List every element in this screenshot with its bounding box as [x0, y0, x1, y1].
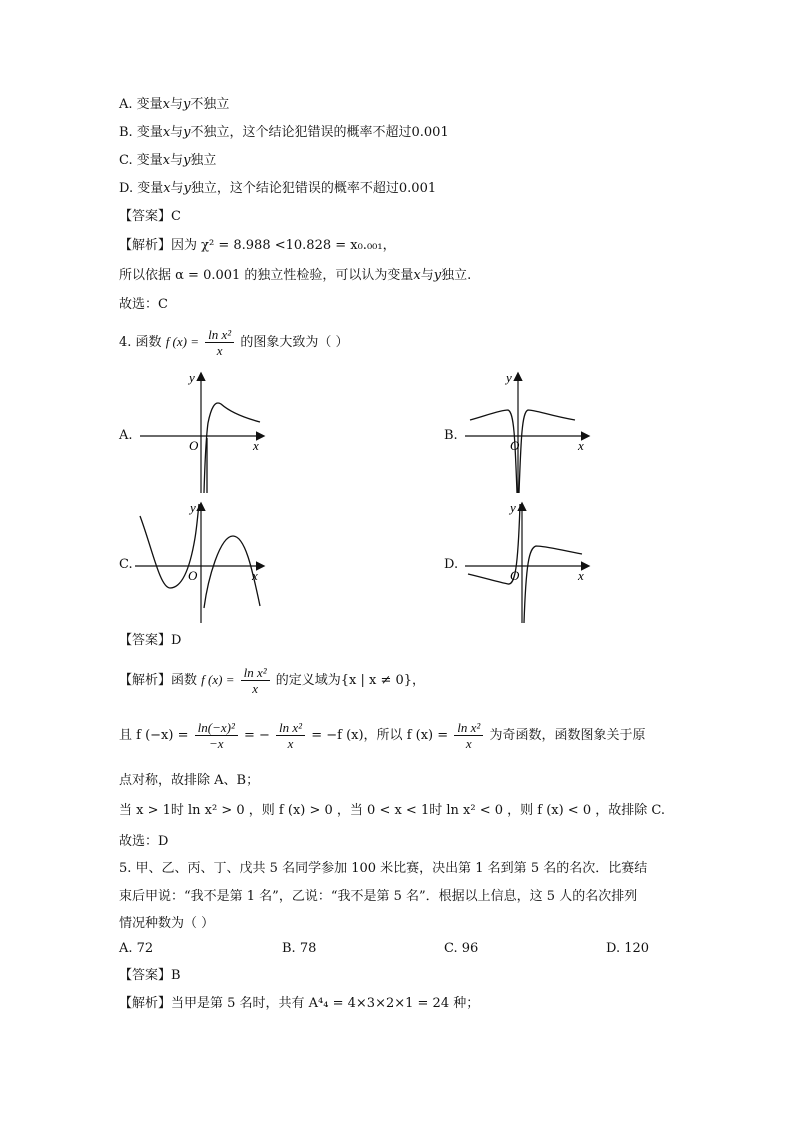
q4-frac-den: x [216, 343, 223, 358]
graph-b-origin: O [510, 438, 520, 453]
graph-d [460, 498, 595, 628]
q3-answer: 【答案】C [119, 209, 181, 224]
q3-option-c: C. 变量𝑥与𝑦独立 [119, 153, 217, 168]
q4-a1-fx: f (x) = [201, 672, 235, 687]
graph-d-label: D. [444, 557, 459, 572]
q4-a2-frac3-den: x [465, 736, 472, 751]
graph-b-x: x [578, 438, 584, 453]
q4-a2-frac3-num: ln x² [454, 720, 483, 736]
graph-c-label: C. [119, 557, 133, 572]
q4-a2-mid: = − [243, 728, 270, 743]
graph-a-label: A. [119, 428, 133, 443]
graph-b-y: y [506, 370, 512, 385]
q4-a2-fraction-3 [454, 720, 483, 751]
q5-answer: 【答案】B [119, 968, 181, 983]
q3-analysis-1: 【解析】因为 χ² = 8.988 <10.828 = x₀.₀₀₁， [119, 238, 396, 253]
q3-choose: 故选：C [119, 297, 168, 312]
graph-d-x: x [578, 568, 584, 583]
q4-a1-prefix: 【解析】函数 [119, 673, 198, 688]
q3-analysis-2: 所以依据 α = 0.001 的独立性检验，可以认为变量𝑥与𝑦独立. [119, 268, 472, 283]
q3-option-a: A. 变量𝑥与𝑦不独立 [119, 97, 230, 112]
q4-choose: 故选：D [119, 834, 169, 849]
q4-a2-frac2-den: x [287, 736, 294, 751]
q4-fraction [205, 327, 234, 358]
q4-a2-suffix: 为奇函数，函数图象关于原 [489, 728, 646, 743]
q5-choice-a: A. 72 [119, 941, 154, 956]
graph-a-x: x [253, 438, 259, 453]
graph-c [130, 498, 270, 628]
q4-analysis-1 [119, 662, 425, 699]
q4-a2-prefix: 且 f (−x) = [119, 728, 189, 743]
graph-c-origin: O [188, 568, 198, 583]
graph-d-origin: O [510, 568, 520, 583]
q5-analysis-1: 【解析】当甲是第 5 名时，共有 A⁴₄ = 4×3×2×1 = 24 种； [119, 996, 480, 1011]
q4-stem-prefix: 4. 函数 [119, 335, 162, 350]
q4-analysis-4: 当 x > 1时 ln x² > 0 ，则 f (x) > 0 ，当 0 < x < 1时 ln x² < 0 ，则 f (x) < 0 ，故排除 C. [119, 803, 665, 818]
q4-a1-fraction [241, 665, 270, 696]
q3-option-d: D. 变量𝑥与𝑦独立，这个结论犯错误的概率不超过0.001 [119, 181, 437, 196]
q4-a2-tail: = −f (x)，所以 f (x) = [311, 728, 449, 743]
q4-stem [119, 324, 348, 361]
q5-stem-2: 束后甲说：“我不是第 1 名”，乙说：“我不是第 5 名”．根据以上信息，这 5 人的名次排列 [119, 889, 638, 904]
q4-a2-frac1-den: −x [208, 736, 224, 751]
q4-a1-suffix: 的定义域为{x | x ≠ 0}， [275, 673, 426, 688]
q4-a2-fraction-2 [276, 720, 305, 751]
graph-c-y: y [190, 500, 196, 515]
q4-stem-suffix: 的图象大致为（ ） [240, 335, 349, 350]
graph-a-y: y [189, 370, 195, 385]
q4-a1-frac-den: x [252, 681, 259, 696]
q4-frac-num: ln x² [205, 327, 234, 343]
graph-a-origin: O [189, 438, 199, 453]
graph-a [135, 368, 270, 498]
q4-a2-frac2-num: ln x² [276, 720, 305, 736]
q5-stem-3: 情况种数为（ ） [119, 916, 215, 931]
q4-a2-fraction-1 [195, 720, 238, 751]
graph-b-label: B. [444, 428, 458, 443]
q4-answer: 【答案】D [119, 633, 182, 648]
q5-choice-d: D. 120 [606, 941, 650, 956]
q5-stem-1: 5. 甲、乙、丙、丁、戊共 5 名同学参加 100 米比赛，决出第 1 名到第 5 名的名次．比赛结 [119, 861, 648, 876]
q4-analysis-3: 点对称，故排除 A、B； [119, 773, 260, 788]
q3-option-b: B. 变量𝑥与𝑦不独立，这个结论犯错误的概率不超过0.001 [119, 125, 449, 140]
q4-a2-frac1-num: ln(−x)² [195, 720, 238, 736]
graph-c-x: x [252, 568, 258, 583]
q5-choice-c: C. 96 [444, 941, 479, 956]
q5-choice-b: B. 78 [282, 941, 317, 956]
q4-analysis-2 [119, 718, 645, 754]
q4-a1-frac-num: ln x² [241, 665, 270, 681]
graph-d-y: y [510, 500, 516, 515]
graph-b [460, 368, 595, 498]
q4-fx: f (x) = [165, 334, 199, 349]
